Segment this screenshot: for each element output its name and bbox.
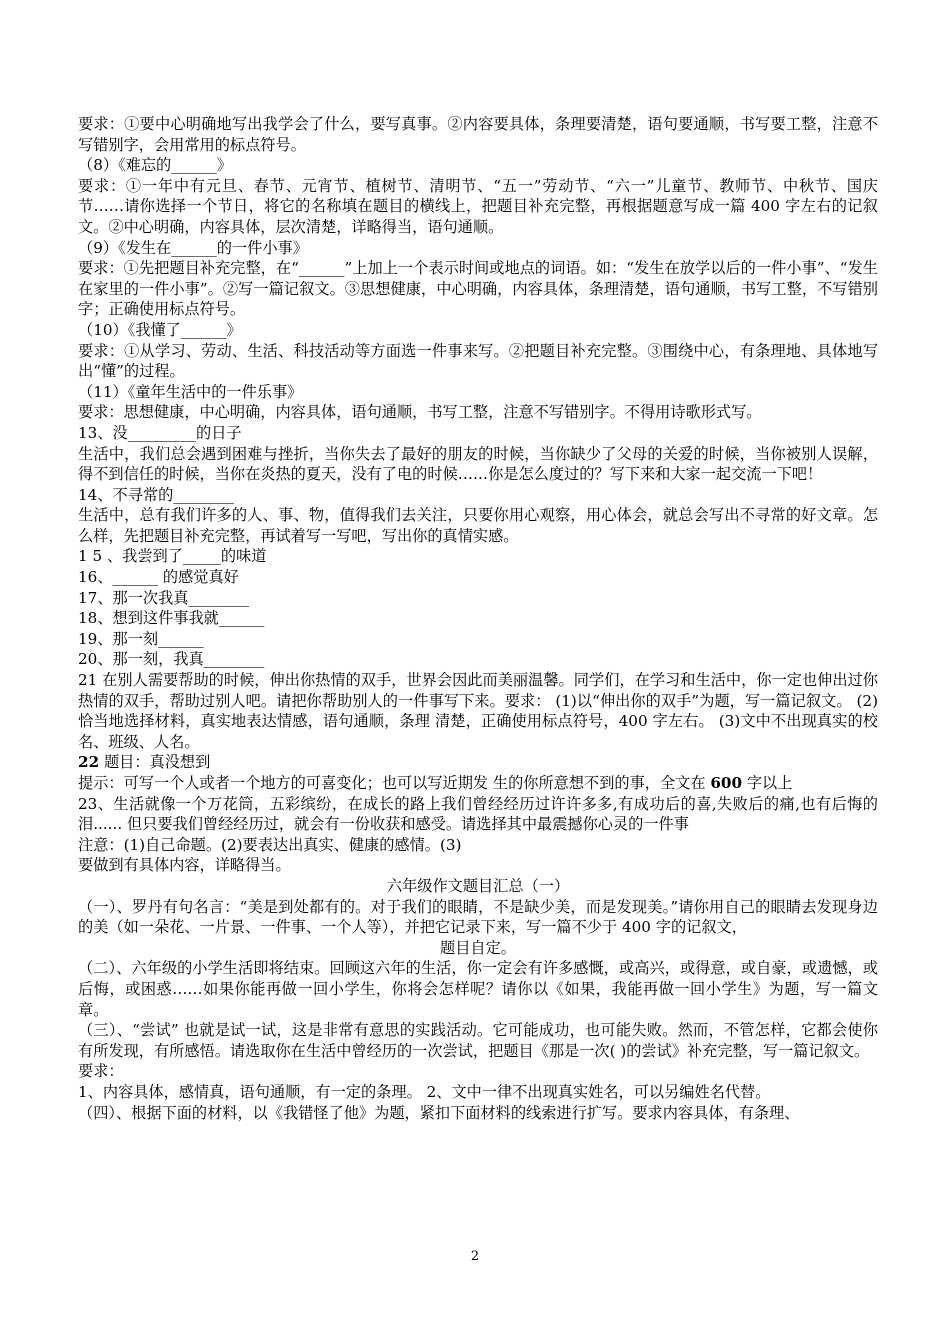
text-line: 21 在别人需要帮助的时候，伸出你热情的双手，世界会因此而美丽温馨。同学们，在学习和生活中，你一定也伸出过你热情的双手，帮助过别人吧。请把你帮助别人的一件事写下来。要求： (1)以“伸出你的双手”为题，写一篇记叙文。 (2)恰当地选择材料，真实地表达情感，语句通顺，条理 清楚，正确使用标点符号，400 字左右。 (3)文中不出现真实的校名、班级、人名。 xyxy=(78,671,878,751)
text-line: 要求： xyxy=(78,1062,124,1081)
tip-suffix: 字以上 xyxy=(742,774,793,792)
document-body xyxy=(78,114,878,1123)
text-line: 要做到有具体内容，详略得当。 xyxy=(78,856,291,875)
text-line: 生活中，我们总会遇到困难与挫折，当你失去了最好的朋友的时候，当你缺少了父母的关爱的时候，当你被别人误解，得不到信任的时候，当你在炎热的夏天，没有了电的时候……你是怎么度过的？写下来和大家一起交流一下吧！ xyxy=(78,444,878,484)
text-line: 生活中，总有我们许多的人、事、物，值得我们去关注，只要你用心观察，用心体会，就总会写出不寻常的好文章。怎么样，先把题目补充完整，再试着写一写吧，写出你的真情实感。 xyxy=(78,506,878,545)
text-line: 23、生活就像一个万花筒，五彩缤纷，在成长的路上我们曾经经历过许许多多,有成功后的喜,失败后的痛,也有后悔的泪...... 但只要我们曾经经历过，就会有一份收获和感受。请选择其中最震撼你心灵的一件事 xyxy=(78,794,878,834)
text-line: （三）、“尝试” 也就是试一试，这是非常有意思的实践活动。它可能成功，也可能失败。然而，不管怎样，它都会使你有所发现，有所感悟。请选取你在生活中曾经历的一次尝试，把题目《那是一次( )的尝试》补充完整，写一篇记叙文。 xyxy=(78,1021,878,1060)
text-line: （10）《我懂了______》 xyxy=(78,320,242,339)
text-line: 注意：(1)自己命题。(2)要表达出真实、健康的感情。(3) xyxy=(78,835,462,854)
text-line: 要求：①一年中有元旦、春节、元宵节、植树节、清明节、“五一”劳动节、“六一”儿童节、教师节、中秋节、国庆节……请你选择一个节日，将它的名称填在题目的横线上，把题目补充完整，再根据题意写成一篇 400 字左右的记叙文。②中心明确，内容具体，层次清楚，详略得当，语句通顺。 xyxy=(78,176,878,236)
text-line: 题目自定。 xyxy=(440,938,516,957)
text-line: （一）、罗丹有句名言：“美是到处都有的。对于我们的眼睛，不是缺少美，而是发现美。”请你用自己的眼睛去发现身边的美（如一朵花、一片景、一件事、一个人等），并把它记录下来，写一篇不少于 400 字的记叙文， xyxy=(78,897,878,937)
item-22-title: 题目：真没想到 xyxy=(99,753,211,772)
text-line: 14、不寻常的________ xyxy=(78,485,235,504)
tip-prefix: 提示：可写一个人或者一个地方的可喜变化；也可以写近期发 生的你所意想不到的事，全文在 xyxy=(78,774,711,792)
item-22-heading xyxy=(78,752,878,773)
text-line: 16、______ 的感觉真好 xyxy=(78,568,239,587)
text-line: （9）《发生在______的一件小事》 xyxy=(78,238,308,257)
text-line: （8）《难忘的______》 xyxy=(78,156,232,175)
text-line: 要求：思想健康，中心明确，内容具体，语句通顺，书写工整，注意不写错别字。不得用诗歌形式写。 xyxy=(78,403,762,422)
text-line: 18、想到这件事我就______ xyxy=(78,609,265,628)
text-line: （二）、六年级的小学生活即将结束。回顾这六年的生活，你一定会有许多感慨，或高兴，或得意，或自豪，或遗憾，或后悔，或困惑……如果你能再做一回小学生，你将会怎样呢？请你以《如果，我能再做一回小学生》为题，写一篇文章。 xyxy=(78,959,878,1019)
text-line: 要求：①先把题目补充完整，在“______”上加上一个表示时间或地点的词语。如：“发生在放学以后的一件小事”、“发生在家里的一件小事”。②写一篇记叙文。③思想健康，中心明确，内容具体，条理清楚，语句通顺，书写工整，不写错别字；正确使用标点符号。 xyxy=(78,259,878,319)
section-title: 六年级作文题目汇总（一） xyxy=(386,876,570,895)
page-number: 2 xyxy=(470,1249,480,1264)
text-line: 19、那一刻______ xyxy=(78,629,204,648)
text-line: 要求：①要中心明确地写出我学会了什么，要写真事。②内容要具体，条理要清楚，语句要通顺，书写要工整，注意不写错别字，会用常用的标点符号。 xyxy=(78,115,878,154)
text-line: （11）《童年生活中的一件乐事》 xyxy=(78,382,303,401)
item-22-number: 22 xyxy=(78,753,100,772)
text-line: 1、内容具体，感情真，语句通顺，有一定的条理。 2、文中一律不出现真实姓名，可以另编姓名代替。 xyxy=(78,1082,771,1101)
item-22-tip xyxy=(78,773,878,794)
text-line: 20、那一刻，我真________ xyxy=(78,650,265,669)
text-line: 1 5 、我尝到了_____的味道 xyxy=(78,547,267,566)
tip-word-count: 600 xyxy=(710,774,743,792)
text-line: 要求：①从学习、劳动、生活、科技活动等方面选一件事来写。②把题目补充完整。③围绕中心，有条理地、具体地写出“懂”的过程。 xyxy=(78,341,878,381)
text-line: 17、那一次我真________ xyxy=(78,588,250,607)
text-line: 13、没_________的日子 xyxy=(78,423,242,442)
text-line: （四）、根据下面的材料，以《我错怪了他》为题，紧扣下面材料的线索进行扩写。要求内容具体，有条理、 xyxy=(78,1103,800,1122)
